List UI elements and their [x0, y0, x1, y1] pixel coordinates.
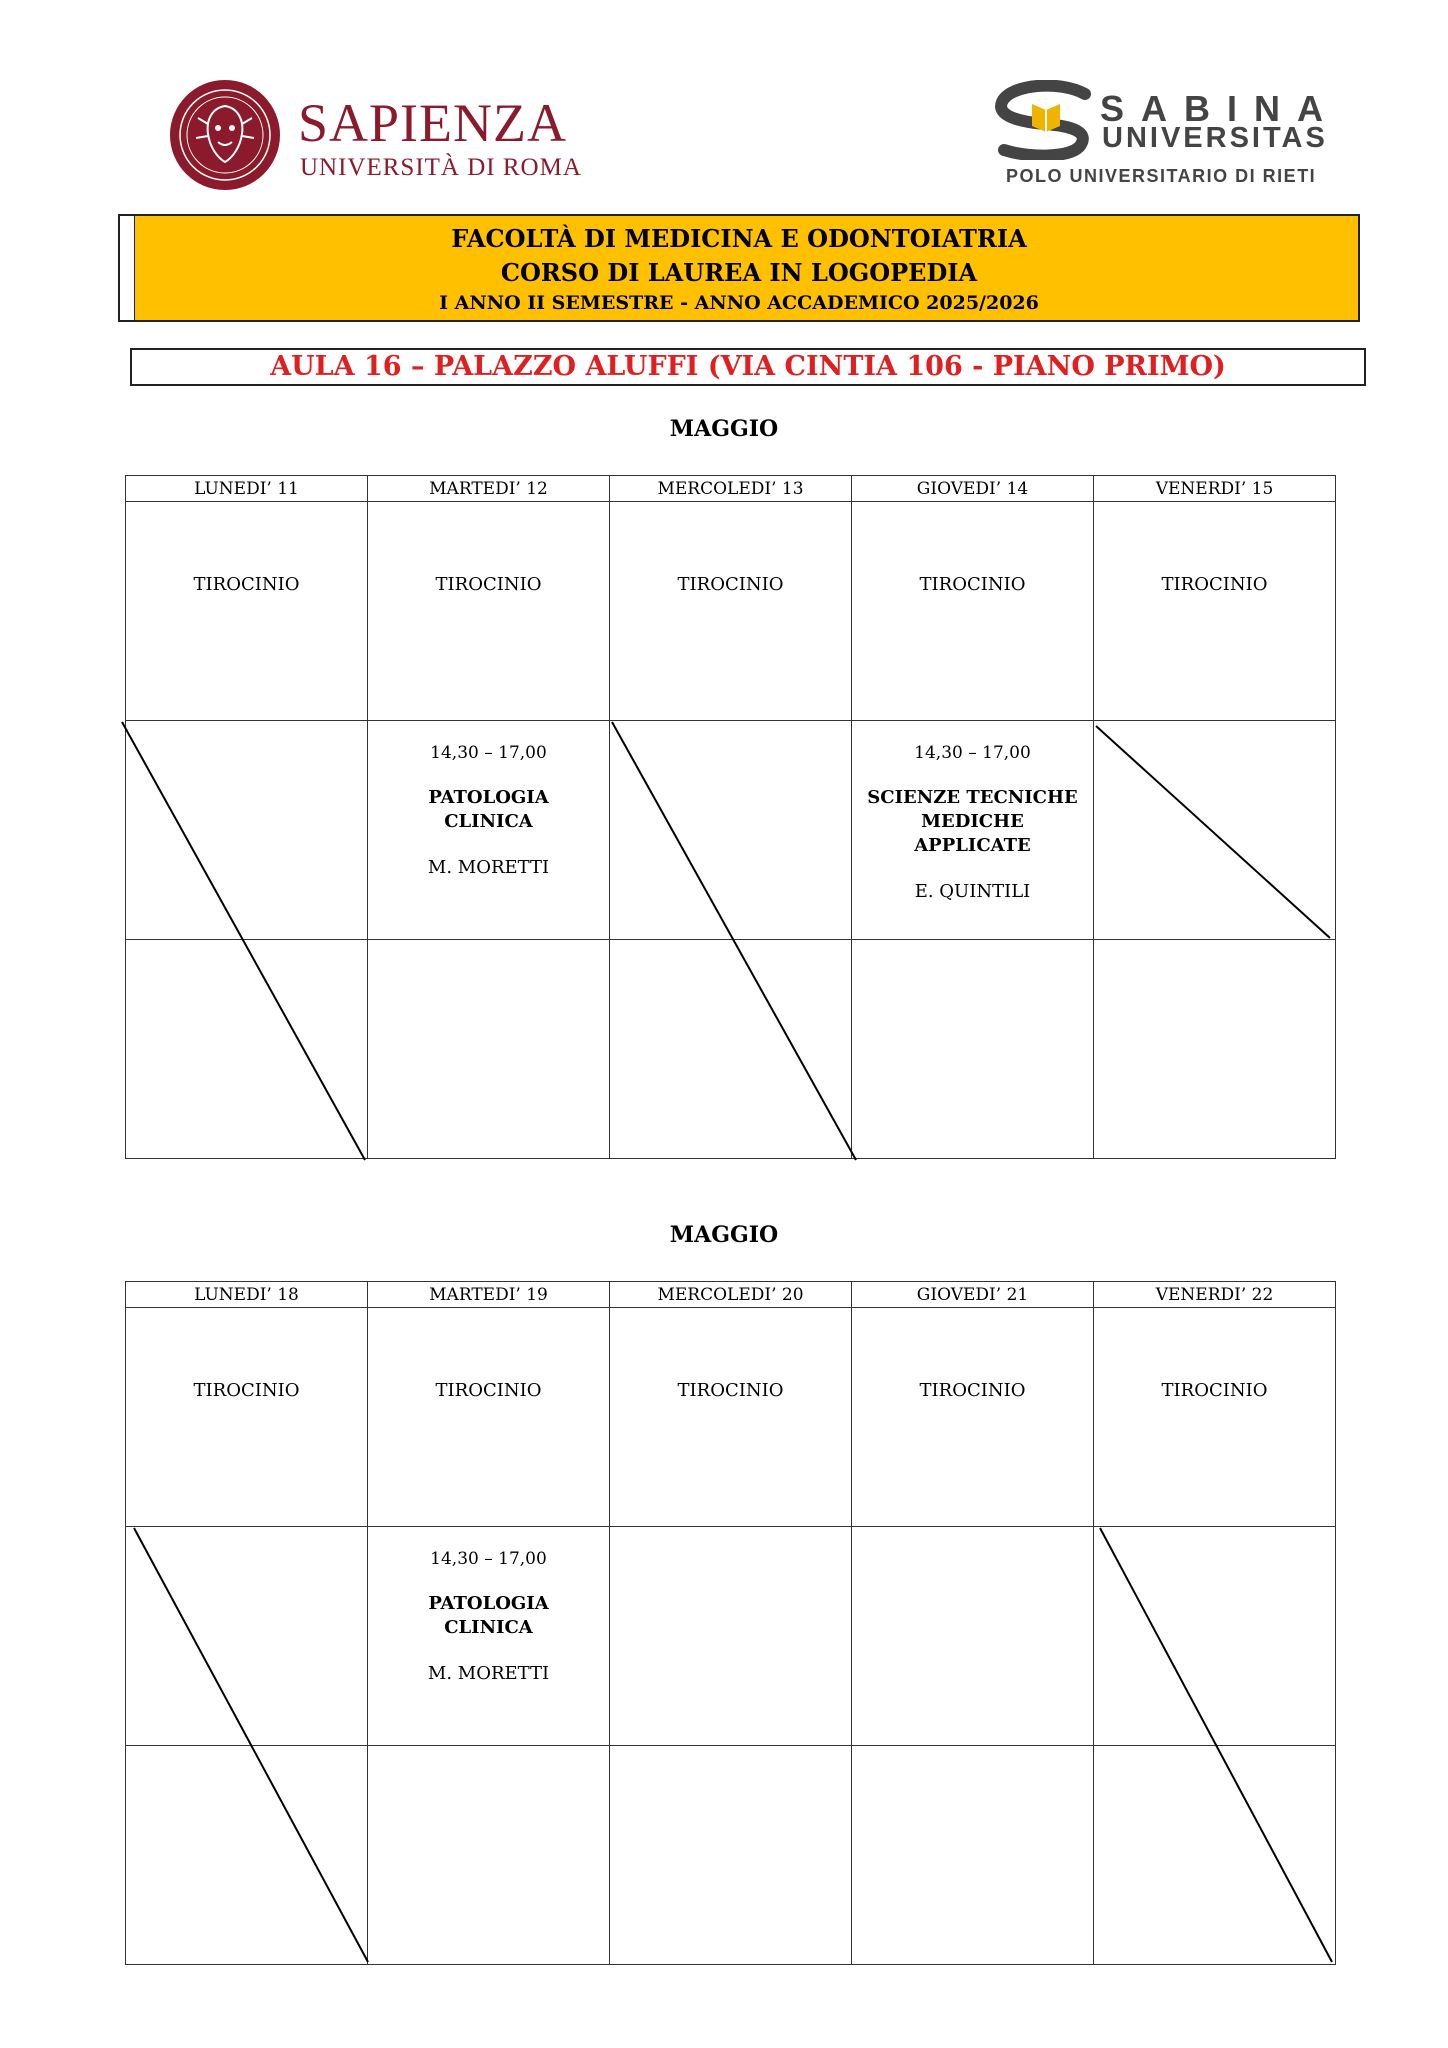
sabina-mark-icon [990, 80, 1100, 160]
empty-cell [610, 1527, 852, 1746]
empty-cell [368, 1746, 610, 1965]
lesson-teacher: M. MORETTI [427, 1663, 550, 1684]
lesson-time: 14,30 – 17,00 [914, 743, 1031, 763]
day-header: LUNEDI’ 11 [126, 476, 368, 502]
faculty-header [118, 214, 1360, 322]
tirocinio-label: TIROCINIO [435, 1380, 542, 1401]
sapienza-logo [168, 78, 608, 198]
week1-afternoon-row [126, 721, 1336, 940]
tirocinio-label: TIROCINIO [919, 1380, 1026, 1401]
lesson-cell [368, 721, 610, 940]
schedule-cell [610, 1308, 852, 1527]
lesson-time: 14,30 – 17,00 [430, 743, 547, 763]
tirocinio-label: TIROCINIO [677, 1380, 784, 1401]
empty-cell [126, 721, 368, 940]
tirocinio-label: TIROCINIO [435, 574, 542, 595]
empty-cell [610, 1746, 852, 1965]
empty-cell [1094, 940, 1336, 1159]
empty-cell [1094, 1746, 1336, 1965]
tirocinio-label: TIROCINIO [1161, 1380, 1268, 1401]
empty-cell [852, 940, 1094, 1159]
day-header: GIOVEDI’ 21 [852, 1282, 1094, 1308]
week2-month: MAGGIO [669, 1222, 779, 1248]
lesson-cell [852, 721, 1094, 940]
week2-evening-row [126, 1746, 1336, 1965]
course-title: CORSO DI LAUREA IN LOGOPEDIA [500, 258, 978, 287]
schedule-cell [852, 1308, 1094, 1527]
sapienza-subtitle: UNIVERSITÀ DI ROMA [300, 154, 582, 181]
lesson-teacher: M. MORETTI [427, 857, 550, 878]
sabina-tagline: POLO UNIVERSITARIO DI RIETI [1006, 166, 1317, 186]
schedule-cell [1094, 502, 1336, 721]
week2-header-row [126, 1282, 1336, 1308]
empty-cell [126, 1746, 368, 1965]
tirocinio-label: TIROCINIO [193, 574, 300, 595]
day-header: MARTEDI’ 12 [368, 476, 610, 502]
week1-month: MAGGIO [669, 416, 779, 442]
lesson-course: PATOLOGIA CLINICA [428, 787, 549, 832]
tirocinio-label: TIROCINIO [1161, 574, 1268, 595]
schedule-cell [126, 1308, 368, 1527]
schedule-cell [368, 502, 610, 721]
academic-year: I ANNO II SEMESTRE - ANNO ACCADEMICO 2025/2026 [439, 292, 1039, 314]
tirocinio-label: TIROCINIO [677, 574, 784, 595]
schedule-cell [1094, 1308, 1336, 1527]
schedule-cell [852, 502, 1094, 721]
empty-cell [610, 721, 852, 940]
sabina-name: SABINA [1100, 88, 1341, 129]
lesson-course-line: CLINICA [444, 1617, 533, 1638]
week2-schedule-table [125, 1281, 1336, 1965]
day-header: MARTEDI’ 19 [368, 1282, 610, 1308]
schedule-cell [610, 502, 852, 721]
lesson-time: 14,30 – 17,00 [430, 1549, 547, 1569]
sapienza-seal-icon [168, 78, 282, 192]
week1-morning-row [126, 502, 1336, 721]
empty-cell [1094, 721, 1336, 940]
empty-cell [852, 1746, 1094, 1965]
tirocinio-label: TIROCINIO [919, 574, 1026, 595]
week1-schedule-table [125, 475, 1336, 1159]
day-header: LUNEDI’ 18 [126, 1282, 368, 1308]
empty-cell [1094, 1527, 1336, 1746]
schedule-cell [368, 1308, 610, 1527]
faculty-title: FACOLTÀ DI MEDICINA E ODONTOIATRIA [451, 224, 1027, 253]
lesson-teacher: E. QUINTILI [914, 881, 1031, 902]
empty-cell [126, 940, 368, 1159]
sabina-subtitle: UNIVERSITAS [1102, 122, 1328, 154]
day-header: VENERDI’ 15 [1094, 476, 1336, 502]
classroom-banner: AULA 16 – PALAZZO ALUFFI (VIA CINTIA 106 - PIANO PRIMO) [130, 348, 1366, 386]
lesson-course [368, 1592, 609, 1640]
week1-evening-row [126, 940, 1336, 1159]
tirocinio-label: TIROCINIO [193, 1380, 300, 1401]
lesson-course-line: PATOLOGIA [428, 1593, 549, 1614]
week2-morning-row [126, 1308, 1336, 1527]
lesson-course: SCIENZE TECNICHE MEDICHE APPLICATE [867, 787, 1078, 856]
day-header: GIOVEDI’ 14 [852, 476, 1094, 502]
week2-afternoon-row [126, 1527, 1336, 1746]
schedule-cell [126, 502, 368, 721]
empty-cell [368, 940, 610, 1159]
empty-cell [610, 940, 852, 1159]
empty-cell [126, 1527, 368, 1746]
lesson-cell [368, 1527, 610, 1746]
day-header: VENERDI’ 22 [1094, 1282, 1336, 1308]
sapienza-name: SAPIENZA [298, 93, 568, 153]
day-header: MERCOLEDI’ 13 [610, 476, 852, 502]
empty-cell [852, 1527, 1094, 1746]
day-header: MERCOLEDI’ 20 [610, 1282, 852, 1308]
week1-header-row [126, 476, 1336, 502]
sabina-logo [990, 80, 1350, 190]
